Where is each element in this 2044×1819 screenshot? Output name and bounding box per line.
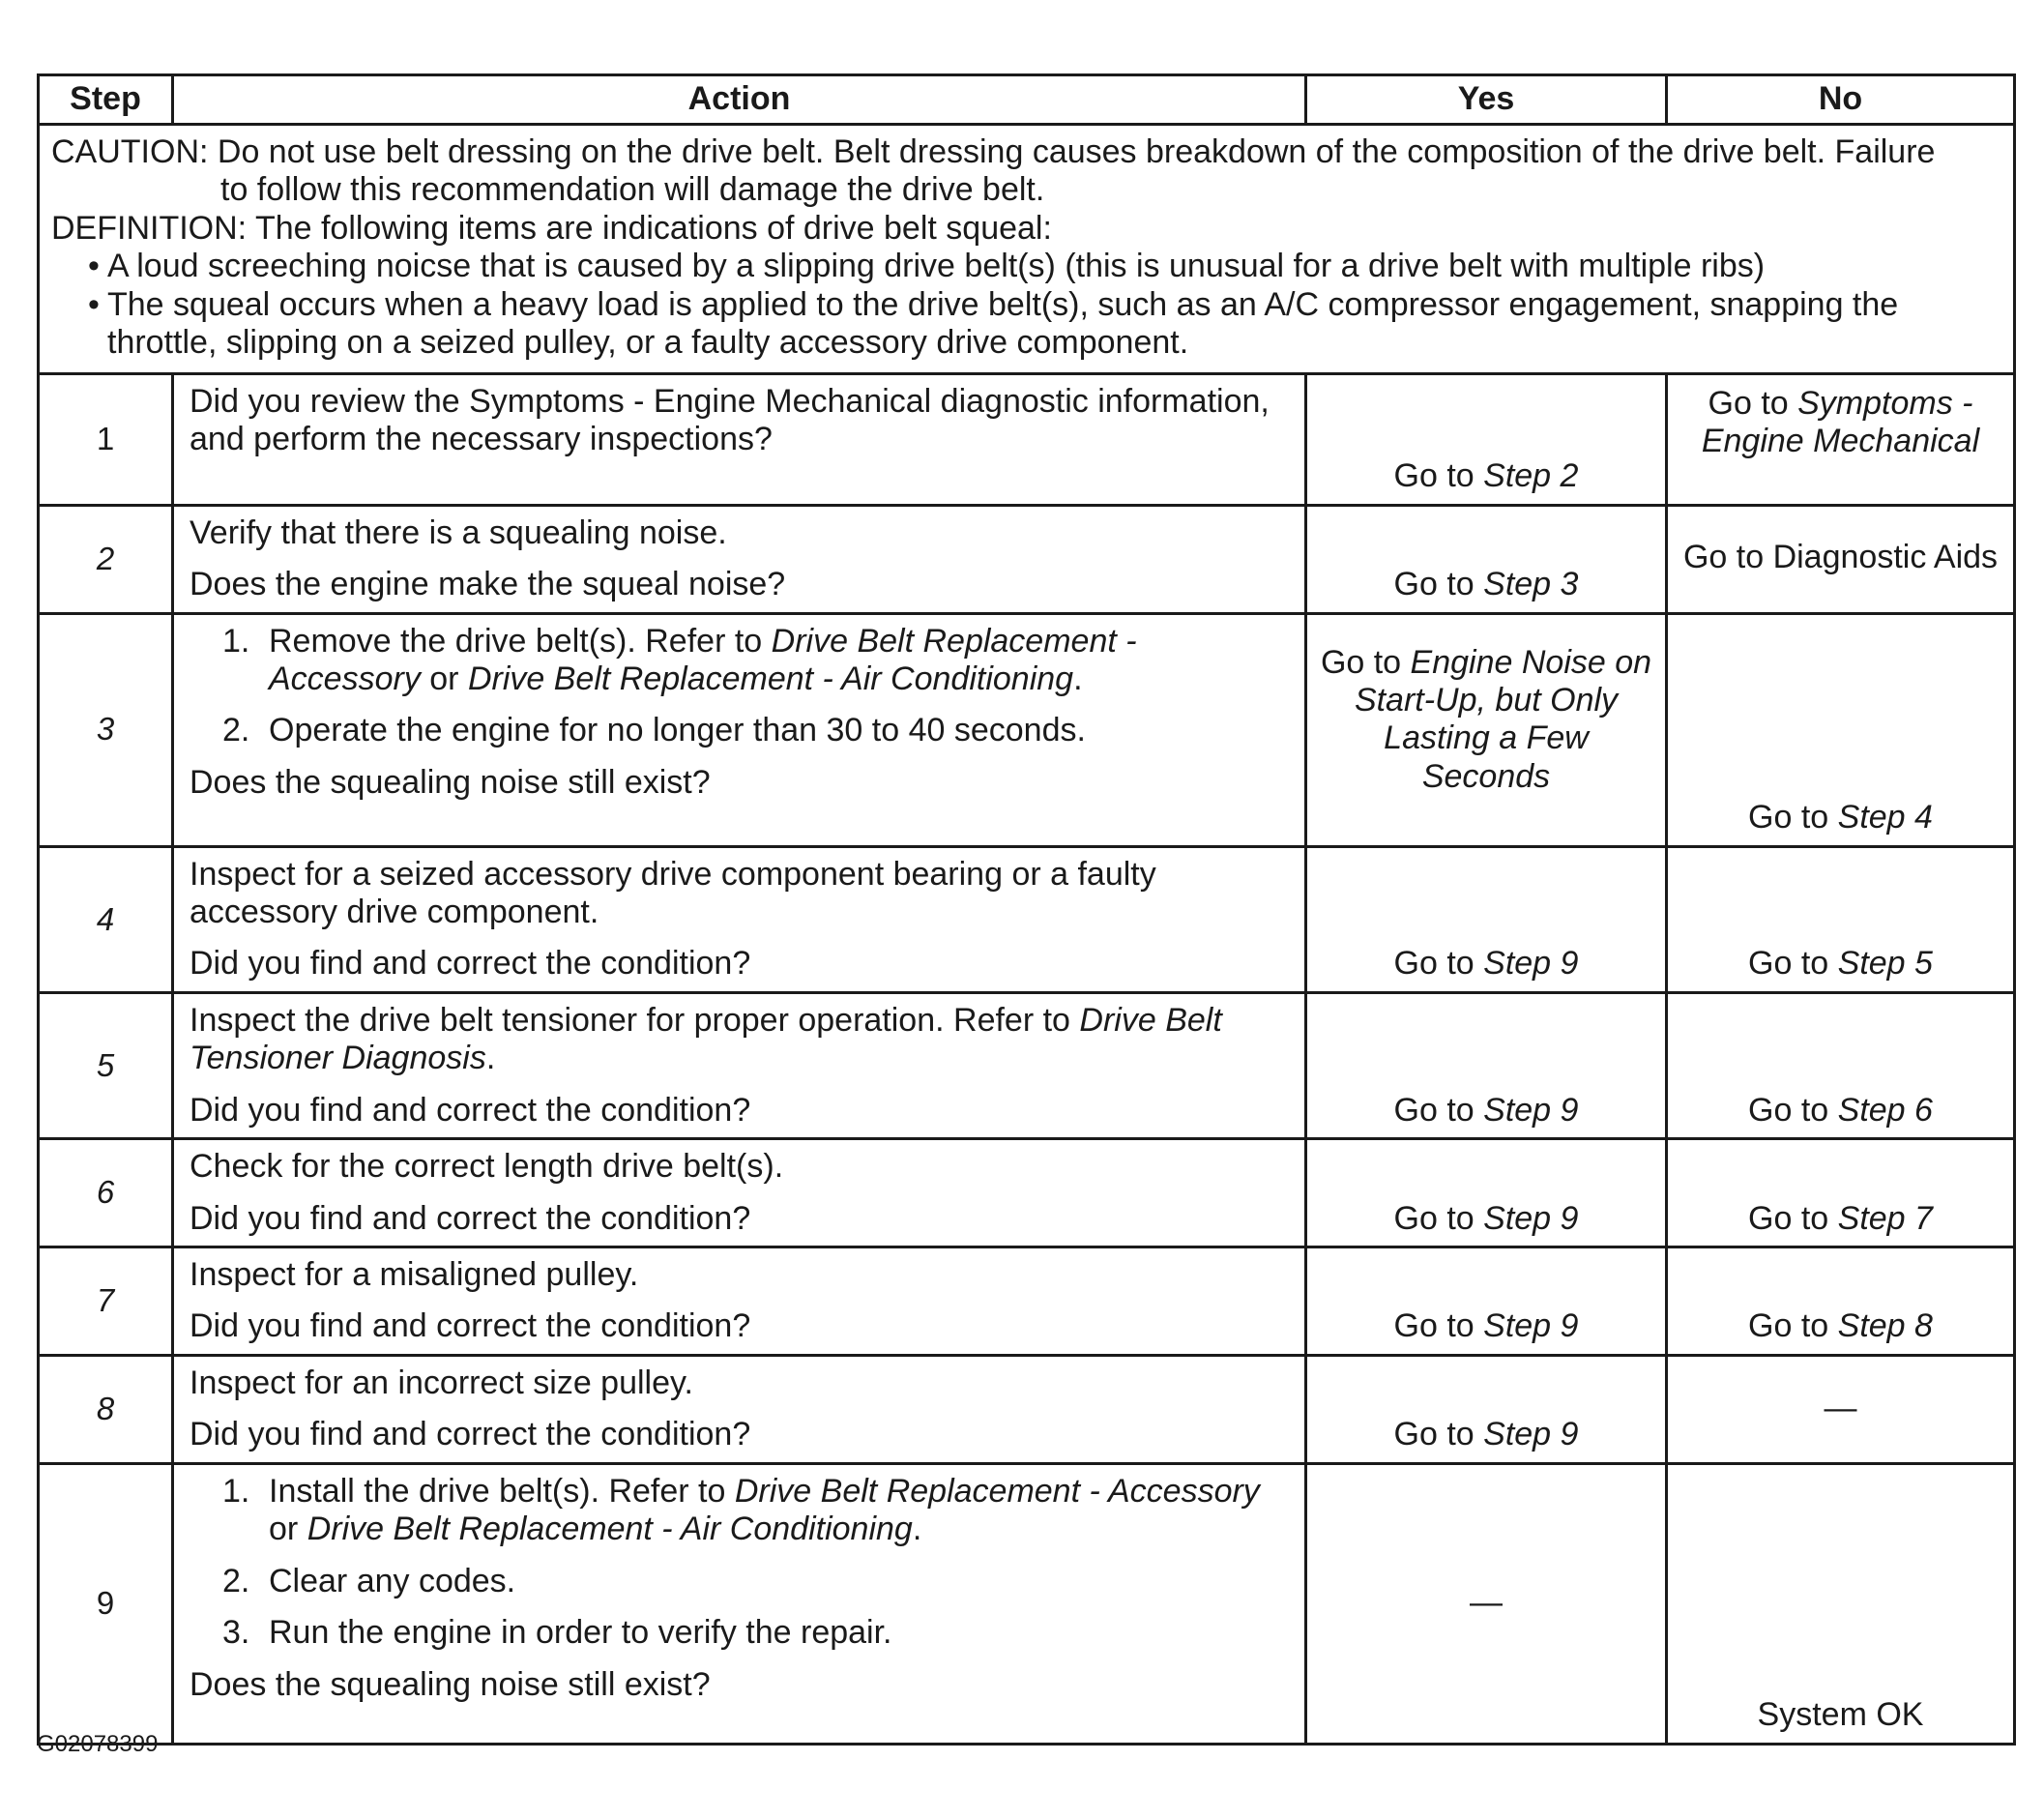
table-row [39,1463,2015,1744]
caution-line-1: CAUTION: Do not use belt dressing on the drive belt. Belt dressing causes breakdown of the composition of the drive belt. Failure [51,133,1936,170]
step-number: 8 [39,1355,173,1463]
item-text: or [269,1511,307,1548]
no-prefix: Go to [1708,384,1798,422]
step-number: 9 [39,1463,173,1744]
yes-prefix: Go to [1393,457,1484,495]
action-instruction: Verify that there is a squealing noise. [190,513,727,551]
table-row [39,373,2015,505]
action-question: Did you review the Symptoms - Engine Mechanical diagnostic information, and perform the necessary inspections? [190,382,1270,458]
yes-step-link[interactable]: Step 9 [1483,1091,1579,1129]
step-number: 5 [39,992,173,1138]
list-number: 2. [222,1562,250,1599]
bullet-icon: • [88,248,100,285]
definition-bullet-1 [51,248,2003,285]
column-header-no: No [1667,75,2015,125]
step-number: 3 [39,613,173,846]
caution-line-2: to follow this recommendation will damage the drive belt. [220,171,1045,209]
no-step-link[interactable]: Step 5 [1837,945,1933,983]
action-instruction [190,1002,1291,1078]
action-question: Does the squealing noise still exist? [190,763,711,801]
table-row [39,1139,2015,1247]
item-text: Inspect the drive belt tensioner for proper operation. Refer to [190,1001,1080,1039]
yes-cell [1306,1139,1667,1247]
yes-cell [1306,1247,1667,1356]
engine-noise-link[interactable]: Engine Noise on Start-Up, but Only Lasting a Few Seconds [1354,643,1652,795]
no-cell: System OK [1667,1463,2015,1744]
item-text: Clear any codes. [269,1562,516,1599]
yes-prefix: Go to [1393,1199,1484,1237]
no-cell [1667,613,2015,846]
yes-step-link[interactable]: Step 3 [1483,566,1579,603]
table-row [39,613,2015,846]
no-cell [1667,846,2015,992]
table-row [39,505,2015,613]
yes-prefix: Go to [1393,945,1484,983]
action-cell [173,373,1306,505]
action-cell [173,505,1306,613]
yes-step-link[interactable]: Step 2 [1483,457,1579,495]
yes-cell: — [1306,1463,1667,1744]
yes-step-link[interactable]: Step 9 [1483,1199,1579,1237]
action-question: Did you find and correct the condition? [190,1307,751,1345]
no-prefix: Go to [1748,799,1838,836]
bullet-text-1: A loud screeching noicse that is caused by a slipping drive belt(s) (this is unusual for a drive belt with multiple ribs) [107,248,1766,285]
column-header-action: Action [173,75,1306,125]
bullet-text-2: The squeal occurs when a heavy load is applied to the drive belt(s), such as an A/C compressor engagement, snapping the throttle, slipping on a seized pulley, or a faulty accessory drive component. [107,285,1899,362]
action-cell [173,1355,1306,1463]
step-number: 1 [39,373,173,505]
action-cell [173,613,1306,846]
definition-line: DEFINITION: The following items are indications of drive belt squeal: [51,209,1052,247]
yes-step-link[interactable]: Step 9 [1483,945,1579,983]
no-cell: — [1667,1355,2015,1463]
action-cell [173,1247,1306,1356]
item-text: Remove the drive belt(s). Refer to [269,622,772,660]
list-number: 1. [222,1472,250,1510]
yes-cell [1306,373,1667,505]
action-question: Did you find and correct the condition? [190,1091,751,1129]
action-list-item [190,623,1291,699]
action-cell [173,992,1306,1138]
no-prefix: Go to [1748,1091,1838,1129]
list-number: 3. [222,1614,250,1652]
drive-belt-accessory-link[interactable]: Drive Belt Replacement - Accessory [734,1472,1260,1510]
action-question: Did you find and correct the condition? [190,1416,751,1453]
action-question: Does the engine make the squeal noise? [190,566,786,603]
step-number: 2 [39,505,173,613]
list-number: 1. [222,622,250,660]
item-text: . [485,1040,496,1077]
no-step-link[interactable]: Step 7 [1837,1199,1933,1237]
action-question: Does the squealing noise still exist? [190,1665,711,1703]
item-text: Install the drive belt(s). Refer to [269,1472,735,1510]
action-cell [173,1463,1306,1744]
step-number: 4 [39,846,173,992]
item-text: Run the engine in order to verify the repair. [269,1614,892,1652]
action-cell [173,846,1306,992]
no-step-link[interactable]: Step 6 [1837,1091,1933,1129]
action-list-item [190,712,1291,749]
column-header-step: Step [39,75,173,125]
no-prefix: Go to [1748,1307,1838,1345]
item-text: or [420,660,468,697]
action-list-item [190,1563,1291,1600]
yes-cell [1306,992,1667,1138]
action-instruction: Check for the correct length drive belt(s). [190,1148,784,1186]
drive-belt-ac-link[interactable]: Drive Belt Replacement - Air Conditioning [307,1511,913,1548]
yes-prefix: Go to [1393,566,1484,603]
yes-prefix: Go to [1320,643,1411,681]
notes-row [39,125,2015,374]
column-header-yes: Yes [1306,75,1667,125]
list-number: 2. [222,712,250,749]
no-cell [1667,992,2015,1138]
no-cell: Go to Diagnostic Aids [1667,505,2015,613]
notes-cell [39,125,2015,374]
item-text: . [1073,660,1083,697]
yes-cell [1306,613,1667,846]
no-symptoms-link[interactable]: Symptoms - Engine Mechanical [1701,384,1980,460]
yes-prefix: Go to [1393,1091,1484,1129]
table-row [39,846,2015,992]
bullet-icon: • [88,285,100,323]
yes-cell [1306,505,1667,613]
table-row [39,992,2015,1138]
item-text: Operate the engine for no longer than 30 to 40 seconds. [269,712,1086,749]
item-text: . [912,1511,922,1548]
action-cell [173,1139,1306,1247]
diagnostic-table [37,73,2016,1746]
step-number: 7 [39,1247,173,1356]
figure-id: G02078399 [37,1731,159,1757]
no-cell [1667,373,2015,505]
action-question: Did you find and correct the condition? [190,945,751,983]
table-row [39,1247,2015,1356]
action-instruction: Inspect for a misaligned pulley. [190,1256,639,1293]
action-question: Did you find and correct the condition? [190,1199,751,1237]
action-instruction: Inspect for a seized accessory drive component bearing or a faulty accessory drive component. [190,855,1156,930]
tensioner-diagnosis-link[interactable]: Drive Belt Tensioner Diagnosis [190,1001,1222,1077]
action-list-item [190,1614,1291,1652]
no-cell [1667,1247,2015,1356]
table-header-row [39,75,2015,125]
drive-belt-accessory-link[interactable]: Drive Belt Replacement - Accessory [269,622,1137,697]
yes-step-link[interactable]: Step 9 [1483,1307,1579,1345]
no-prefix: Go to [1748,945,1838,983]
yes-prefix: Go to [1393,1416,1484,1453]
step-number: 6 [39,1139,173,1247]
yes-step-link[interactable]: Step 9 [1483,1416,1579,1453]
action-list-item [190,1473,1291,1549]
definition-bullet-2 [51,286,2003,363]
action-instruction: Inspect for an incorrect size pulley. [190,1364,693,1401]
no-step-link[interactable]: Step 4 [1837,799,1933,836]
yes-cell [1306,1355,1667,1463]
table-row [39,1355,2015,1463]
no-cell [1667,1139,2015,1247]
drive-belt-ac-link[interactable]: Drive Belt Replacement - Air Conditioning [467,660,1074,697]
no-prefix: Go to [1748,1199,1838,1237]
no-step-link[interactable]: Step 8 [1837,1307,1933,1345]
yes-cell [1306,846,1667,992]
yes-prefix: Go to [1393,1307,1484,1345]
